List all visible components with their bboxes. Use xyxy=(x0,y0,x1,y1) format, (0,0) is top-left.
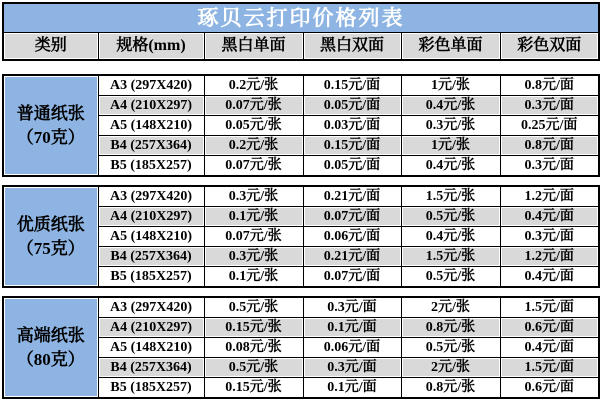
price-cell: 1元/张 xyxy=(401,136,500,156)
spec-cell: B5 (185X257) xyxy=(98,378,204,399)
column-header-color-single: 彩色单面 xyxy=(401,33,500,61)
price-cell: 0.8元/面 xyxy=(500,136,599,156)
header-table xyxy=(2,2,600,61)
price-cell: 0.8元/张 xyxy=(401,378,500,399)
category-weight: （70克） xyxy=(16,127,85,147)
price-cell: 0.07元/张 xyxy=(204,227,303,247)
price-cell: 1元/张 xyxy=(401,75,500,96)
column-header-row xyxy=(3,33,599,61)
price-cell: 0.3元/面 xyxy=(500,96,599,116)
spec-cell: A3 (297X420) xyxy=(98,297,204,318)
category-cell xyxy=(3,297,98,398)
price-cell: 0.3元/面 xyxy=(500,156,599,177)
price-cell: 0.1元/张 xyxy=(204,207,303,227)
column-header-category: 类别 xyxy=(3,33,98,61)
price-cell: 0.4元/面 xyxy=(500,267,599,288)
price-cell: 0.4元/张 xyxy=(401,96,500,116)
spec-cell: A4 (210X297) xyxy=(98,318,204,338)
price-cell: 0.05元/面 xyxy=(303,96,401,116)
price-cell: 0.3元/面 xyxy=(303,297,401,318)
price-cell: 0.07元/面 xyxy=(303,207,401,227)
spec-cell: A5 (148X210) xyxy=(98,116,204,136)
price-cell: 0.21元/面 xyxy=(303,186,401,207)
price-cell: 0.5元/张 xyxy=(401,267,500,288)
price-cell: 0.1元/张 xyxy=(204,267,303,288)
category-weight: （80克） xyxy=(16,349,85,369)
price-cell: 0.06元/面 xyxy=(303,338,401,358)
price-cell: 0.3元/张 xyxy=(204,247,303,267)
price-cell: 0.3元/张 xyxy=(401,116,500,136)
title-row xyxy=(3,3,599,33)
category-cell xyxy=(3,186,98,287)
price-cell: 0.05元/面 xyxy=(303,156,401,177)
price-cell: 0.4元/面 xyxy=(500,207,599,227)
spec-cell: B4 (257X364) xyxy=(98,136,204,156)
price-cell: 0.5元/张 xyxy=(204,358,303,378)
column-header-bw-double: 黑白双面 xyxy=(303,33,401,61)
section-premium-paper xyxy=(2,296,600,399)
section-ordinary-paper xyxy=(2,74,600,177)
price-cell: 0.21元/面 xyxy=(303,247,401,267)
price-cell: 0.06元/面 xyxy=(303,227,401,247)
price-cell: 0.15元/面 xyxy=(303,136,401,156)
table-row xyxy=(3,297,599,318)
category-name: 优质纸张 xyxy=(16,214,85,234)
price-cell: 0.07元/面 xyxy=(303,267,401,288)
price-cell: 0.3元/张 xyxy=(204,186,303,207)
price-cell: 0.8元/面 xyxy=(500,75,599,96)
price-cell: 0.3元/面 xyxy=(500,227,599,247)
category-cell xyxy=(3,75,98,176)
category-weight: （75克） xyxy=(16,238,85,258)
page-title: 琢贝云打印价格列表 xyxy=(3,3,599,33)
spec-cell: B5 (185X257) xyxy=(98,267,204,288)
price-cell: 1.5元/面 xyxy=(500,297,599,318)
price-cell: 0.4元/面 xyxy=(500,338,599,358)
price-cell: 0.4元/张 xyxy=(401,156,500,177)
table-row xyxy=(3,186,599,207)
price-cell: 2元/张 xyxy=(401,358,500,378)
table-row xyxy=(3,75,599,96)
category-name: 高端纸张 xyxy=(16,325,85,345)
price-cell: 0.2元/张 xyxy=(204,136,303,156)
spec-cell: A4 (210X297) xyxy=(98,207,204,227)
price-cell: 1.2元/面 xyxy=(500,247,599,267)
spec-cell: A3 (297X420) xyxy=(98,75,204,96)
price-cell: 0.5元/张 xyxy=(401,338,500,358)
category-name: 普通纸张 xyxy=(16,103,85,123)
price-cell: 0.05元/张 xyxy=(204,116,303,136)
price-cell: 0.3元/面 xyxy=(303,358,401,378)
price-cell: 0.4元/张 xyxy=(401,227,500,247)
spec-cell: B4 (257X364) xyxy=(98,247,204,267)
price-cell: 0.2元/张 xyxy=(204,75,303,96)
price-cell: 0.08元/张 xyxy=(204,338,303,358)
price-cell: 0.1元/面 xyxy=(303,378,401,399)
price-cell: 1.5元/面 xyxy=(500,358,599,378)
price-cell: 1.5元/张 xyxy=(401,186,500,207)
price-cell: 1.5元/张 xyxy=(401,247,500,267)
column-header-color-double: 彩色双面 xyxy=(500,33,599,61)
price-cell: 0.15元/面 xyxy=(303,75,401,96)
section-quality-paper xyxy=(2,185,600,288)
price-cell: 0.8元/张 xyxy=(401,318,500,338)
spec-cell: B5 (185X257) xyxy=(98,156,204,177)
price-cell: 0.07元/张 xyxy=(204,96,303,116)
price-cell: 0.5元/张 xyxy=(401,207,500,227)
spec-cell: A5 (148X210) xyxy=(98,227,204,247)
price-cell: 0.15元/张 xyxy=(204,318,303,338)
spec-cell: A5 (148X210) xyxy=(98,338,204,358)
price-cell: 0.6元/面 xyxy=(500,318,599,338)
price-cell: 0.25元/面 xyxy=(500,116,599,136)
price-cell: 0.07元/张 xyxy=(204,156,303,177)
column-header-spec: 规格(mm) xyxy=(98,33,204,61)
price-cell: 0.5元/张 xyxy=(204,297,303,318)
spec-cell: A4 (210X297) xyxy=(98,96,204,116)
price-cell: 2元/张 xyxy=(401,297,500,318)
spec-cell: B4 (257X364) xyxy=(98,358,204,378)
price-cell: 0.6元/面 xyxy=(500,378,599,399)
price-cell: 1.2元/面 xyxy=(500,186,599,207)
price-cell: 0.03元/面 xyxy=(303,116,401,136)
column-header-bw-single: 黑白单面 xyxy=(204,33,303,61)
price-cell: 0.15元/张 xyxy=(204,378,303,399)
spec-cell: A3 (297X420) xyxy=(98,186,204,207)
price-cell: 0.1元/面 xyxy=(303,318,401,338)
